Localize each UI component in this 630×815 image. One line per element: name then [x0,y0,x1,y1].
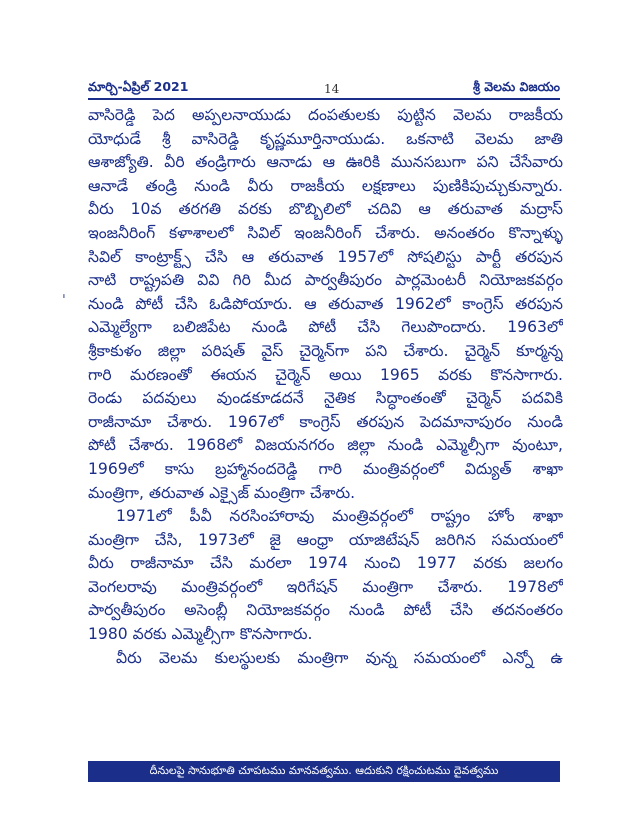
text-line: పార్వతీపురం అసెంబ్లీ నియోజకవర్గం నుండి పోటీ చేసి తదనంతరం [88,601,563,620]
text-line: వీరు 10వ తరగతి వరకు బొబ్బిలిలో చదివి ఆ తరువాత మద్రాస్ [88,200,563,219]
text-line: వెంగలరావు మంత్రివర్గంలో ఇరిగేషన్ మంత్రిగా చేశారు. 1978లో [88,577,563,596]
page-header [88,79,560,100]
text-line: 1971లో పీవీ నరసింహారావు మంత్రివర్గంలో రాష్ట్రం హోం శాఖా [116,507,563,526]
text-line: పోటీ చేశారు. 1968లో విజయనగరం జిల్లా నుండి ఎమ్మెల్సీగా వుంటూ, [88,436,563,455]
text-line: వాసిరెడ్డి పెద అప్పలనాయుడు దంపతులకు పుట్టిన వెలమ రాజకీయ [88,106,563,124]
text-line: రాజీనామా చేశారు. 1967లో కాంగ్రెస్ తరపున పెదమానాపురం నుండి [88,412,563,431]
text-line: మంత్రిగా, తరువాత ఎక్సైజ్ మంత్రిగా చేశారు. [88,483,356,502]
text-line: సివిల్ కాంట్రాక్ట్స్ చేసి ఆ తరువాత 1957లో సోషలిస్టు పార్టీ తరపున [88,247,563,266]
text-line: మంత్రిగా చేసి, 1973లో జై ఆంధ్రా యాజిటేషన్ జరిగిన సమయంలో [88,530,563,549]
text-line: నుండి పోటీ చేసి ఓడిపోయారు. ఆ తరువాత 1962లో కాంగ్రెస్ తరపున [88,294,563,313]
text-line: ఆనాడే తండ్రి నుండి వీరు రాజకీయ లక్షణాలు పుణికిపుచ్చుకున్నారు. [88,176,563,195]
text-line: శ్రీకాకుళం జిల్లా పరిషత్ వైస్ చైర్మెన్‌గా పని చేశారు. చైర్మెన్ కూర్మన్న [88,341,563,360]
text-line: 1969లో కాసు బ్రహ్మానందరెడ్డి గారి మంత్రివర్గంలో విద్యుత్ శాఖా [88,459,563,478]
footer-motto-bar [88,761,560,782]
text-line: వీరు వెలమ కులస్థులకు మంత్రిగా వున్న సమయంలో ఎన్నో ఉ [116,648,563,667]
text-line: రెండు పదవులు వుండకూడదనే నైతిక సిద్ధాంతంతో చైర్మెన్ పదవికి [88,389,563,408]
issue-date: మార్చి-ఏప్రిల్ 2021 [88,79,189,94]
magazine-title: శ్రీ వెలమ విజయం [473,79,560,94]
text-line: గారి మరణంతో ఈయన చైర్మెన్ అయి 1965 వరకు కొనసాగారు. [88,365,563,384]
text-line: 1980 వరకు ఎమ్మెల్సీగా కొనసాగారు. [88,625,313,644]
text-line: ఎమ్మెల్యేగా బలిజిపేట నుండి పోటీ చేసి గెలుపొందారు. 1963లో [88,318,563,337]
text-line: ఆశాజ్యోతి. వీరి తండ్రిగారు ఆనాడు ఆ ఊరికి మునసబుగా పని చేసేవారు [88,153,563,172]
text-line: యోధుడే శ్రీ వాసిరెడ్డి కృష్ణమూర్తినాయుడు. ఒకనాటి వెలమ జాతి [88,129,563,148]
page-number: 14 [324,81,340,96]
text-line: నాటి రాష్ట్రపతి వివి గిరి మీద పార్వతీపురం పార్లమెంటరీ నియోజకవర్గం [88,271,563,290]
footer-motto: దీనులపై సానుభూతి చూపటము మానవత్వము. ఆదుకుని రక్షించుటము దైవత్వము [149,763,499,777]
text-line: వీరు రాజీనామా చేసి మరలా 1974 నుంచి 1977 వరకు జలగం [88,554,563,573]
text-line: ఇంజనీరింగ్ కళాశాలలో సివిల్ ఇంజనీరింగ్ చేశారు. అనంతరం కొన్నాళ్ళు [88,223,563,242]
margin-mark: ˌ [62,284,66,300]
article-body [88,104,563,670]
